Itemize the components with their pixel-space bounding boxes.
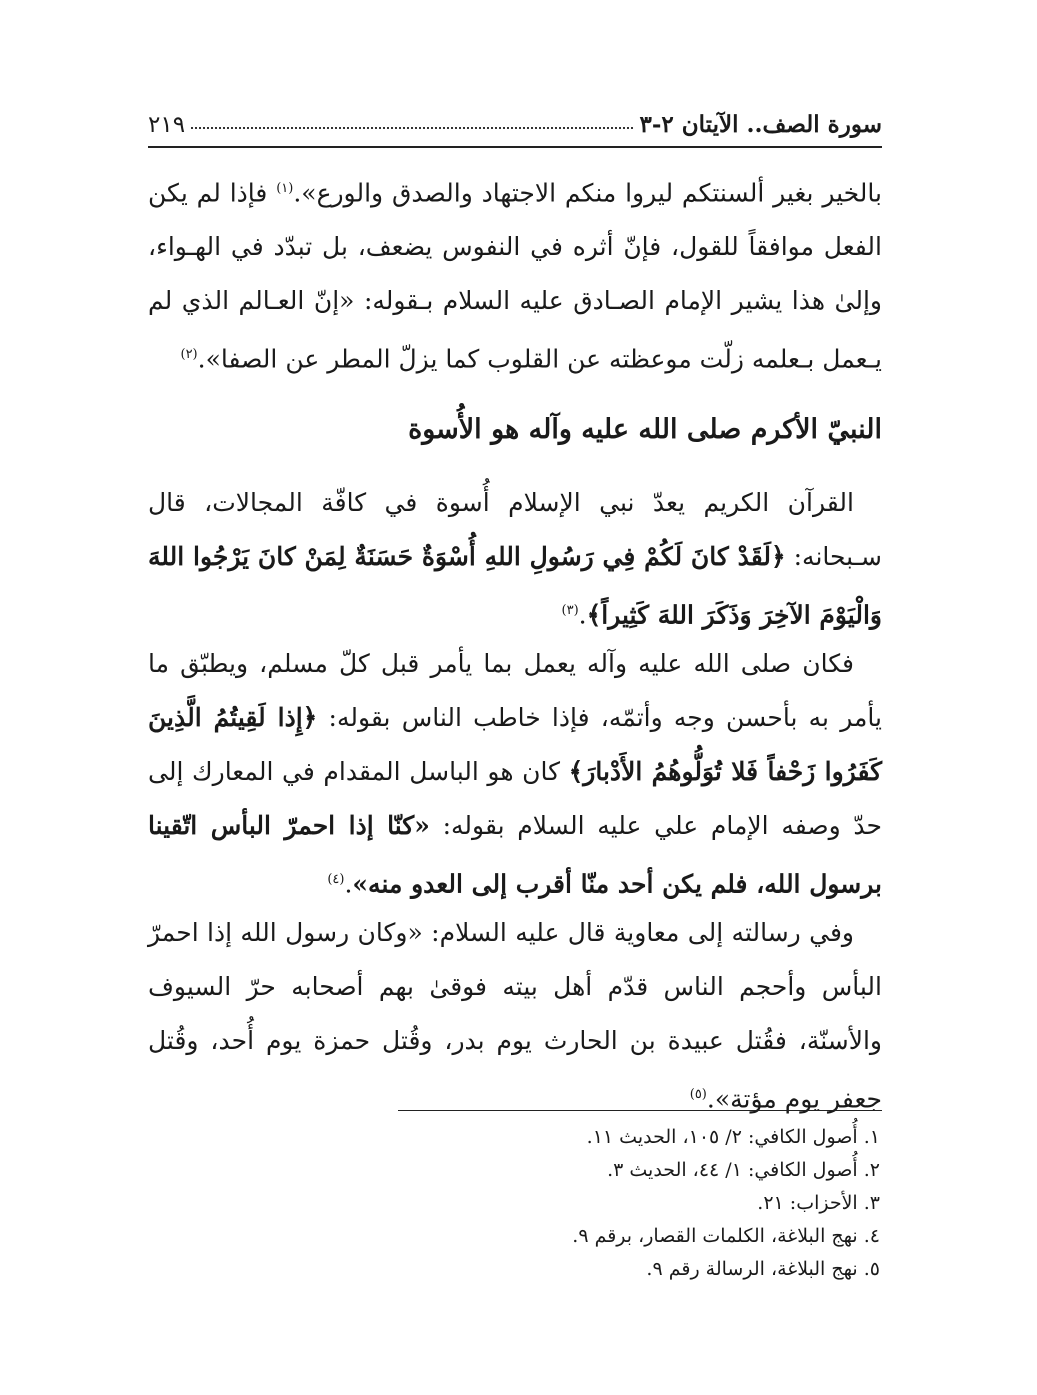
- quran-verse-2: ﴿إِذا لَقِيتُمُ الَّذِينَ كَفَرُوا زَحْفاً فَلا تُوَلُّوهُمُ الأَدْبارَ﴾: [148, 703, 882, 786]
- header-dot-leader: [191, 127, 633, 129]
- page-number: ٢١٩: [148, 112, 186, 138]
- footnote-ref-4: (٤): [327, 872, 345, 887]
- paragraph-1-text-cont: فإذا لم يكن الفعل موافقاً للقول، فإنّ أثره في النفوس يضعف، بل تبدّد في الهـواء، وإلىٰ هذا يشير الإمام الصـادق عليه السلام بـقوله: «إنّ العـالم الذي لم يـعمل بـعلمه زلّت موعظته عن القلوب كما يزلّ المطر عن الصفا».: [148, 178, 882, 374]
- footnote-ref-2: (٢): [180, 347, 198, 363]
- section-heading: النبيّ الأكرم صلى الله عليه وآله هو الأُسوة: [408, 414, 882, 445]
- header-title: سورة الصف.. الآيتان ٢-٣: [639, 111, 882, 138]
- paragraph-1-text: بالخير بغير ألسنتكم ليروا منكم الاجتهاد والصدق والورع».: [293, 178, 882, 208]
- paragraph-3-text: فكان صلى الله عليه وآله يعمل بما يأمر قبل كلّ مسلم، ويطبّق ما يأمر به بأحسن وجه وأتمّه، فإذا خاطب الناس بقوله:: [148, 649, 882, 732]
- paragraph-2-end: .: [578, 600, 587, 630]
- paragraph-2-text: القرآن الكريم يعدّ نبي الإسلام أُسوة في كافّة المجالات، قال سـبحانه:: [148, 488, 882, 571]
- footnotes-list: [148, 1121, 882, 1286]
- imam-ali-quote: «كنّا إذا احمرّ البأس اتّقينا برسول الله، فلم يكن أحد منّا أقرب إلى العدو منه»: [148, 811, 882, 899]
- footnote-item: ٢. أُصول الكافي: ١/ ٤٤، الحديث ٣.: [607, 1159, 880, 1181]
- footnote-ref-5: (٥): [689, 1087, 707, 1102]
- running-header: [148, 98, 882, 138]
- paragraph-3: [148, 637, 882, 911]
- footnote-item: ٤. نهج البلاغة، الكلمات القصار، برقم ٩.: [572, 1225, 880, 1247]
- footnote-item: ٣. الأحزاب: ٢١.: [757, 1192, 880, 1214]
- paragraph-4: [148, 906, 882, 1126]
- paragraph-3-end: .: [344, 869, 353, 899]
- quran-verse-1: ﴿لَقَدْ كانَ لَكُمْ فِي رَسُولِ اللهِ أُسْوَةٌ حَسَنَةٌ لِمَنْ كانَ يَرْجُوا اللهَ وَالْيَوْمَ الآخِرَ وَذَكَرَ اللهَ كَثِيراً﴾: [148, 542, 882, 630]
- footnote-divider: [398, 1110, 882, 1111]
- footnote-ref-1: (١): [276, 181, 294, 196]
- paragraph-3-text-2: كان هو الباسل المقدام في المعارك إلى حدّ وصفه الإمام علي عليه السلام بقوله:: [148, 757, 883, 840]
- paragraph-2: [148, 476, 882, 642]
- footnote-item: ١. أُصول الكافي: ٢/ ١٠٥، الحديث ١١.: [586, 1126, 880, 1148]
- footnote-ref-3: (٣): [561, 603, 579, 618]
- footnote-item: ٥. نهج البلاغة، الرسالة رقم ٩.: [646, 1258, 880, 1280]
- paragraph-4-text: وفي رسالته إلى معاوية قال عليه السلام: «وكان رسول الله إذا احمرّ البأس وأحجم الناس قدّم أهل بيته فوقىٰ بهم أصحابه حرّ السيوف والأسنّة، فقُتل عبيدة بن الحارث يوم بدر، وقُتل حمزة يوم أُحد، وقُتل جعفر يوم مؤتة».: [148, 918, 882, 1114]
- header-divider: [148, 146, 882, 148]
- paragraph-1: [148, 162, 882, 387]
